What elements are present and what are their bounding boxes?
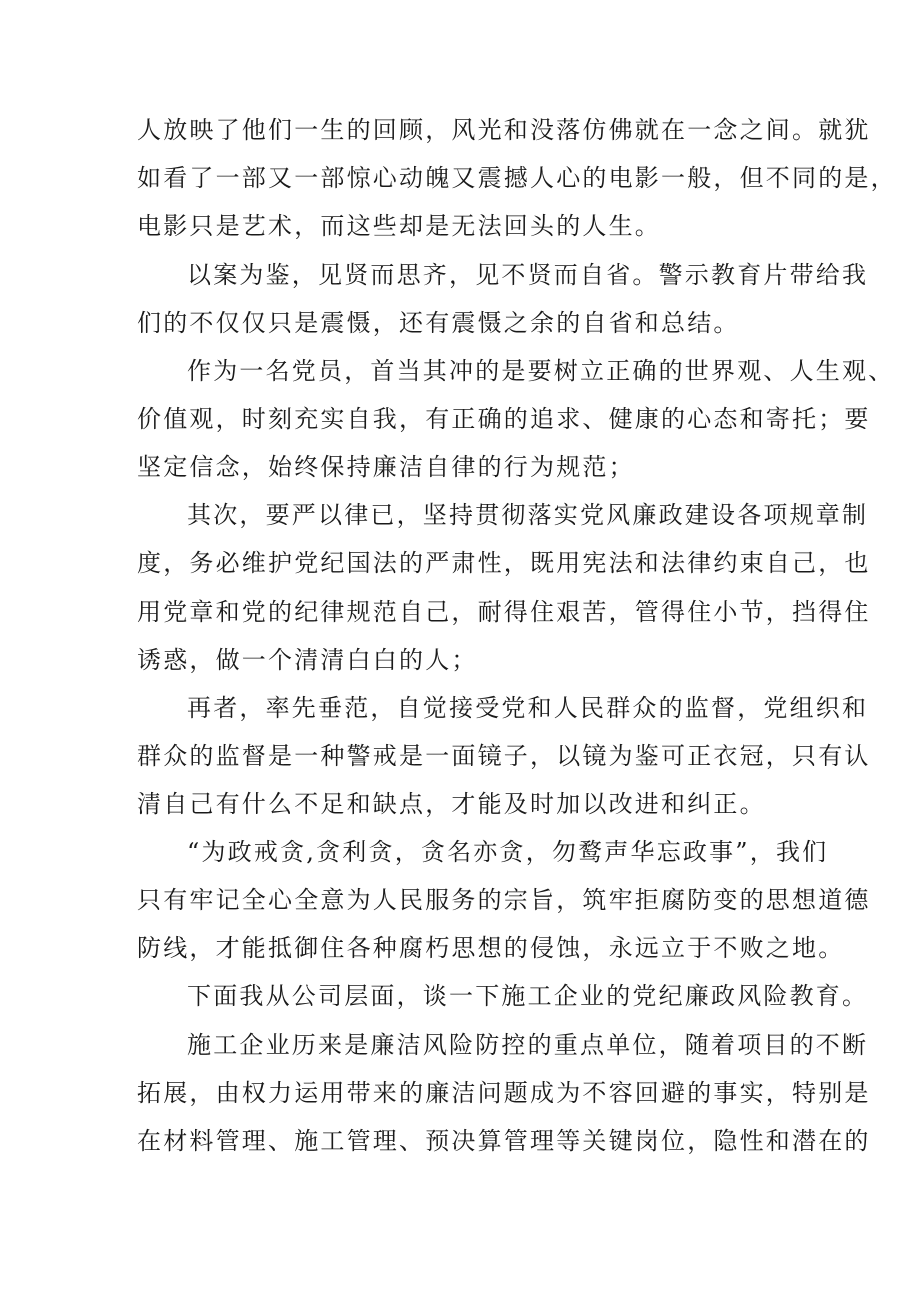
text-line: 价值观，时刻充实自我，有正确的追求、健康的心态和寄托；要 [137, 405, 871, 433]
text-line: 下面我从公司层面，谈一下施工企业的党纪廉政风险教育。 [187, 982, 869, 1010]
text-line: 们的不仅仅只是震慑，还有震慑之余的自省和总结。 [137, 309, 740, 337]
text-line: 防线，才能抵御住各种腐朽思想的侵蚀，永远立于不败之地。 [137, 934, 845, 962]
text-line: “为政戒贪,贪利贪，贪名亦贪，勿鹜声华忘政事”，我们 [187, 838, 829, 866]
text-line: 诱惑，做一个清清白白的人； [137, 646, 478, 674]
text-line: 在材料管理、施工管理、预决算管理等关键岗位，隐性和潜在的 [137, 1127, 871, 1155]
text-line: 施工企业历来是廉洁风险防控的重点单位，随着项目的不断 [187, 1031, 869, 1059]
text-line: 如看了一部又一部惊心动魄又震撼人心的电影一般，但不同的是， [137, 164, 897, 192]
text-line: 清自己有什么不足和缺点，才能及时加以改进和纠正。 [137, 790, 766, 818]
text-line: 电影只是艺术，而这些却是无法回头的人生。 [137, 212, 661, 240]
text-line: 群众的监督是一种警戒是一面镜子，以镜为鉴可正衣冠，只有认 [137, 742, 871, 770]
text-line: 用党章和党的纪律规范自己，耐得住艰苦，管得住小节，挡得住 [137, 598, 871, 626]
text-line: 再者，率先垂范，自觉接受党和人民群众的监督，党组织和 [187, 694, 869, 722]
text-line: 作为一名党员，首当其冲的是要树立正确的世界观、人生观、 [187, 357, 895, 385]
text-line: 以案为鉴，见贤而思齐，见不贤而自省。警示教育片带给我 [187, 261, 869, 289]
text-line: 其次，要严以律已，坚持贯彻落实党风廉政建设各项规章制 [187, 501, 869, 529]
text-line: 坚定信念，始终保持廉洁自律的行为规范； [137, 453, 635, 481]
text-line: 拓展，由权力运用带来的廉洁问题成为不容回避的事实，特别是 [137, 1079, 871, 1107]
text-line: 人放映了他们一生的回顾，风光和没落仿佛就在一念之间。就犹 [137, 116, 871, 144]
text-line: 度，务必维护党纪国法的严肃性，既用宪法和法律约束自己，也 [137, 549, 871, 577]
text-line: 只有牢记全心全意为人民服务的宗旨，筑牢拒腐防变的思想道德 [137, 886, 871, 914]
